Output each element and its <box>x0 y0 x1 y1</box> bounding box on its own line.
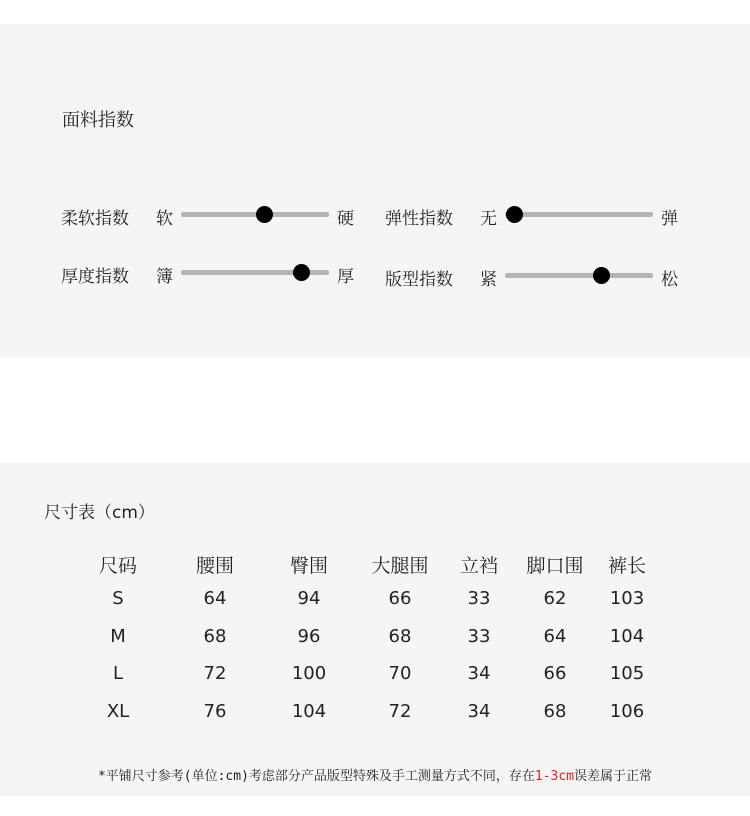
elasticity-knob <box>506 206 523 223</box>
size-table-cell: 34 <box>467 663 491 684</box>
size-table-header: 臀围 <box>289 555 328 577</box>
size-table-cell: 104 <box>609 626 645 647</box>
thickness-low-label: 簿 <box>156 267 173 287</box>
size-table-panel <box>0 463 750 796</box>
size-table-size-cell: M <box>110 626 126 647</box>
size-table-cell: 70 <box>388 663 412 684</box>
size-table-cell: 105 <box>609 663 645 684</box>
size-table-size-cell: L <box>112 663 124 684</box>
fit-low-label: 紧 <box>480 270 497 290</box>
size-table-cell: 94 <box>297 588 321 609</box>
elasticity-low-label: 无 <box>480 209 497 229</box>
size-table-title: 尺寸表（cm） <box>44 503 155 523</box>
size-table-cell: 66 <box>388 588 412 609</box>
size-table-cell: 34 <box>467 701 491 722</box>
size-table-cell: 76 <box>203 701 227 722</box>
elasticity-label: 弹性指数 <box>385 209 453 229</box>
fit-label: 版型指数 <box>385 270 453 290</box>
thickness-high-label: 厚 <box>337 267 354 287</box>
softness-label: 柔软指数 <box>61 209 129 229</box>
size-table-size-cell: XL <box>106 701 130 722</box>
elasticity-high-label: 弹 <box>661 209 678 229</box>
size-table-header: 腰围 <box>195 555 234 577</box>
size-table-cell: 64 <box>203 588 227 609</box>
size-table-cell: 68 <box>388 626 412 647</box>
fit-slider <box>505 273 653 278</box>
size-table-cell: 72 <box>203 663 227 684</box>
size-table-cell: 104 <box>291 701 327 722</box>
softness-high-label: 硬 <box>337 209 354 229</box>
size-table-cell: 96 <box>297 626 321 647</box>
size-table-cell: 66 <box>543 663 567 684</box>
footnote <box>0 765 750 784</box>
footnote-text: *平铺尺寸参考(单位:cm)考虑部分产品版型特殊及手工测量方式不同，存在 <box>97 769 535 784</box>
size-table-header: 裤长 <box>607 555 646 577</box>
size-table-header: 立裆 <box>459 555 498 577</box>
size-table-cell: 33 <box>467 626 491 647</box>
size-table-size-cell: S <box>112 588 124 609</box>
size-table-header: 尺码 <box>98 555 137 577</box>
size-table-header: 大腿围 <box>371 555 429 577</box>
fabric-index-panel <box>0 24 750 357</box>
size-table-cell: 72 <box>388 701 412 722</box>
size-table-cell: 62 <box>543 588 567 609</box>
size-table-cell: 100 <box>291 663 327 684</box>
footnote-text-end: 误差属于正常 <box>574 769 653 784</box>
size-table-cell: 106 <box>609 701 645 722</box>
softness-knob <box>256 206 273 223</box>
elasticity-slider <box>505 212 653 217</box>
footnote-error-range: 1-3cm <box>534 769 575 784</box>
softness-slider <box>181 212 329 217</box>
fit-high-label: 松 <box>661 270 678 290</box>
size-table-cell: 68 <box>543 701 567 722</box>
size-table-cell: 103 <box>609 588 645 609</box>
thickness-slider <box>181 270 329 275</box>
thickness-label: 厚度指数 <box>61 267 129 287</box>
size-table-cell: 64 <box>543 626 567 647</box>
fit-knob <box>593 267 610 284</box>
size-table-header: 脚口围 <box>526 555 584 577</box>
softness-low-label: 软 <box>156 209 173 229</box>
size-table-cell: 33 <box>467 588 491 609</box>
size-table-cell: 68 <box>203 626 227 647</box>
fabric-index-title: 面料指数 <box>62 110 134 131</box>
thickness-knob <box>293 264 310 281</box>
